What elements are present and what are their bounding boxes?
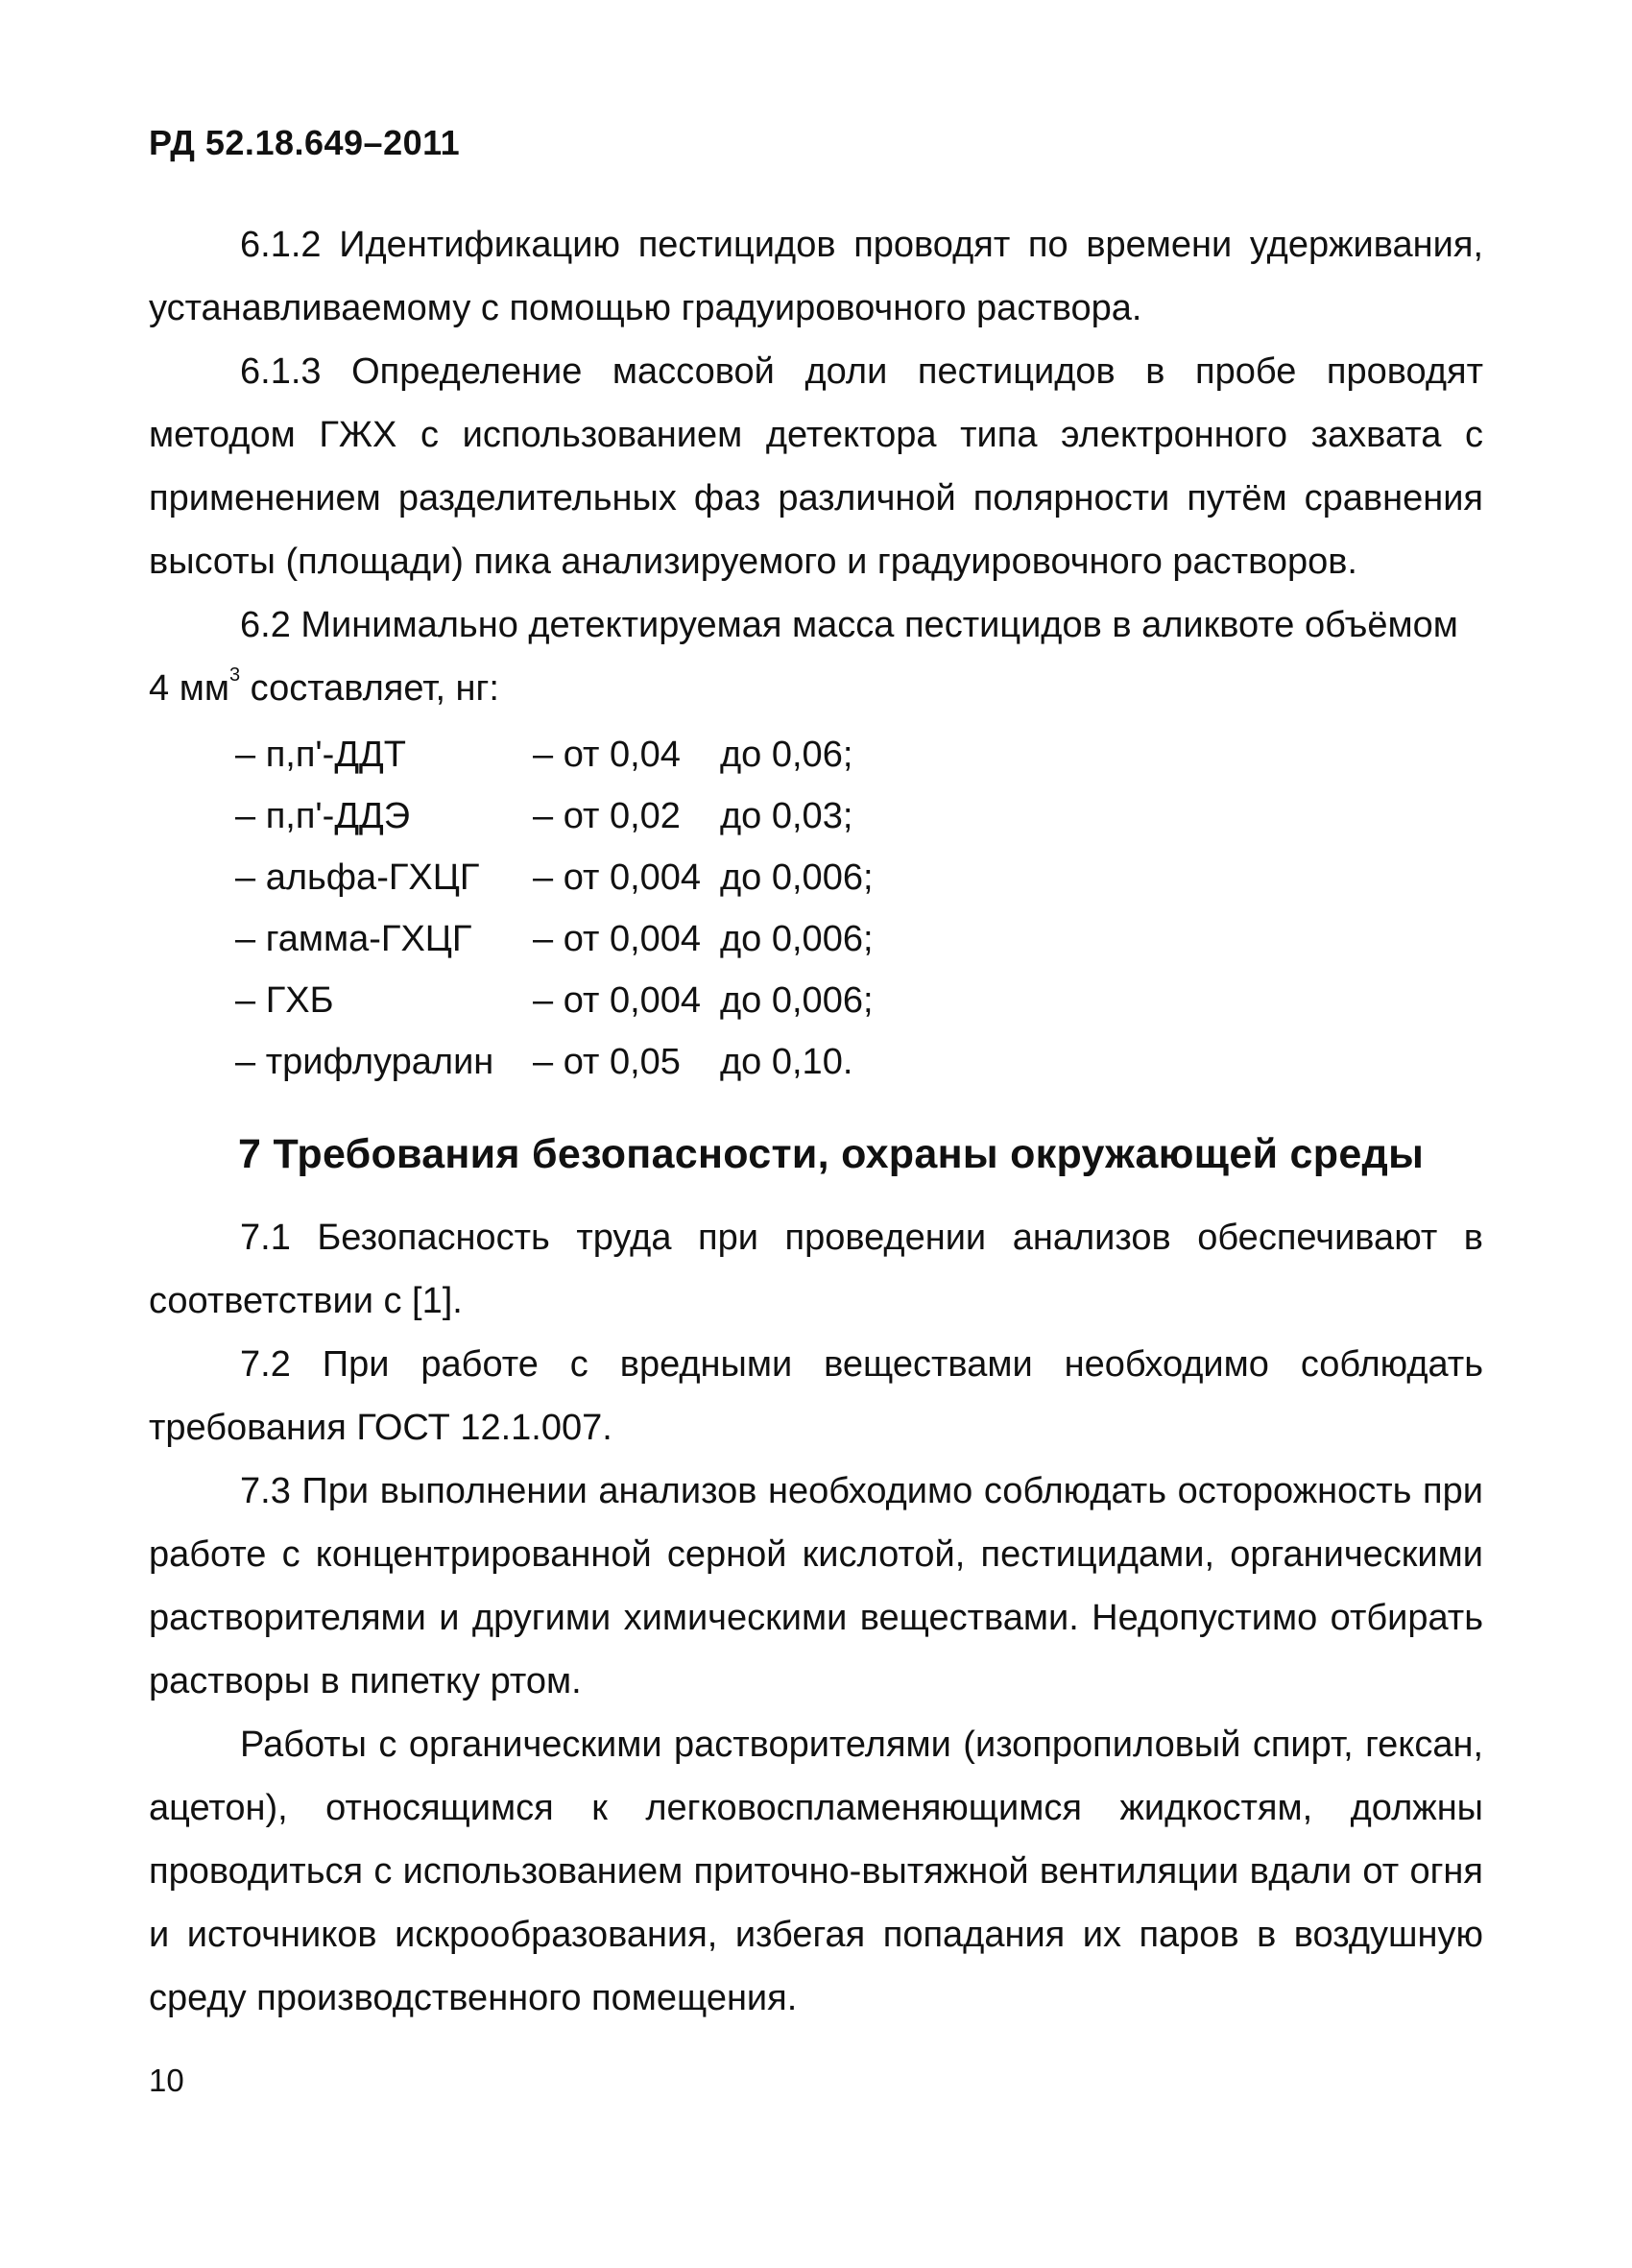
list-item-from: – от 0,05 (533, 1042, 681, 1082)
list-item-gamma-hch (149, 908, 1483, 970)
list-item-to: до 0,06; (720, 735, 853, 775)
list-item-hcb (149, 970, 1483, 1031)
list-item-name: – п,п'-ДДЭ (235, 796, 411, 836)
paragraph-6-2 (149, 593, 1483, 720)
paragraph-7-3: 7.3 При выполнении анализов необходимо соблюдать осторожность при работе с концентрированной серной кислотой, пестицидами, органическими растворителями и другими химическими веществами. Недопустимо отбирать растворы в пипетку ртом. (149, 1471, 1483, 1701)
list-item-to: до 0,006; (720, 919, 874, 959)
page-number: 10 (149, 2063, 184, 2098)
list-item-to: до 0,10. (720, 1042, 853, 1082)
list-item-to: до 0,006; (720, 857, 874, 898)
list-item-from: – от 0,04 (533, 735, 681, 775)
paragraph-6-1-2: 6.1.2 Идентификацию пестицидов проводят по времени удерживания, устанавливаемому с помощью градуировочного раствора. (149, 225, 1483, 328)
superscript-3: 3 (228, 664, 241, 686)
document-code-header: РД 52.18.649–2011 (149, 123, 461, 162)
list-item-name: – гамма-ГХЦГ (235, 919, 472, 959)
list-item-from: – от 0,004 (533, 980, 702, 1021)
pesticide-detection-list (149, 724, 1483, 1093)
paragraph-7-1: 7.1 Безопасность труда при проведении анализов обеспечивают в соответствии с [1]. (149, 1218, 1483, 1321)
list-item-name: – п,п'-ДДТ (235, 735, 406, 775)
list-item-alpha-hch (149, 847, 1483, 908)
paragraph-6-2-text: 6.2 Минимально детектируемая масса пестицидов в аликвоте объёмом 4 мм (149, 605, 1458, 709)
list-item-dde (149, 785, 1483, 847)
list-item-ddt (149, 724, 1483, 785)
section-7-heading: 7 Требования безопасности, охраны окружающей среды (238, 1131, 1425, 1177)
list-item-name: – трифлуралин (235, 1042, 494, 1082)
paragraph-6-2-tail: составляет, нг: (240, 668, 499, 709)
list-item-to: до 0,03; (720, 796, 853, 836)
page-content (149, 213, 1483, 2030)
list-item-name: – ГХБ (235, 980, 334, 1021)
paragraph-7-2: 7.2 При работе с вредными веществами необходимо соблюдать требования ГОСТ 12.1.007. (149, 1344, 1483, 1448)
list-item-to: до 0,006; (720, 980, 874, 1021)
list-item-from: – от 0,02 (533, 796, 681, 836)
paragraph-6-1-3: 6.1.3 Определение массовой доли пестицидов в пробе проводят методом ГЖХ с использованием детектора типа электронного захвата с применением разделительных фаз различной полярности путём сравнения высоты (площади) пика анализируемого и градуировочного растворов. (149, 351, 1483, 582)
list-item-trifluralin (149, 1031, 1483, 1093)
list-item-name: – альфа-ГХЦГ (235, 857, 480, 898)
list-item-from: – от 0,004 (533, 857, 702, 898)
list-item-from: – от 0,004 (533, 919, 702, 959)
paragraph-solvents: Работы с органическими растворителями (изопропиловый спирт, гексан, ацетон), относящимся к легковоспламеняющимся жидкостям, должны проводиться с использованием приточно-вытяжной вентиляции вдали от огня и источников искрообразования, избегая попадания их паров в воздушную среду производственного помещения. (149, 1725, 1483, 2018)
